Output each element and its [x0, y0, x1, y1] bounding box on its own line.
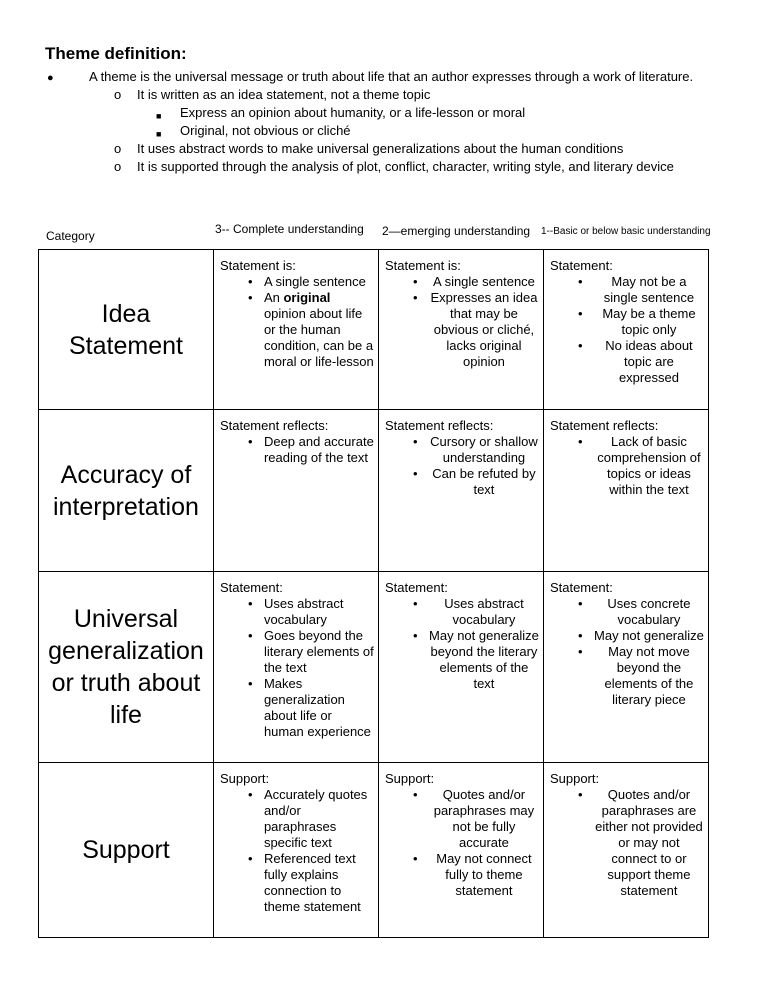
category-cell: Idea Statement — [39, 250, 214, 410]
list-item: • Uses abstract vocabulary — [385, 596, 539, 628]
definition-sub-1b: Original, not obvious or cliché — [180, 123, 351, 138]
header-complete: 3-- Complete understanding — [215, 222, 364, 236]
score-cell: Statement: • Uses abstract vocabulary • Goes beyond the literary elements of the text • Makes generalization about life or human experience — [213, 572, 378, 763]
list-item: • A single sentence — [385, 274, 539, 290]
score-cell: Support: • Quotes and/or paraphrases are either not provided or may not connect to or support theme statement — [543, 763, 708, 938]
list-item: • May not connect fully to theme statement — [385, 851, 539, 899]
score-cell: Support: • Accurately quotes and/or paraphrases specific text • Referenced text fully explains connection to theme statement — [213, 763, 378, 938]
list-item: • May not generalize beyond the literary elements of the text — [385, 628, 539, 692]
rubric-table — [38, 249, 709, 938]
list-item: • Quotes and/or paraphrases may not be fully accurate — [385, 787, 539, 851]
list-item: • An original opinion about life or the human condition, can be a moral or life-lesson — [220, 290, 374, 370]
definition-sub-1: It is written as an idea statement, not a theme topic — [137, 87, 431, 102]
definition-main: A theme is the universal message or truth about life that an author expresses through a work of literature. — [89, 69, 694, 84]
score-cell: Statement: • May not be a single sentence • May be a theme topic only • No ideas about topic are expressed — [543, 250, 708, 410]
table-row — [39, 250, 709, 410]
definition-sub-2: It uses abstract words to make universal generalizations about the human conditions — [137, 141, 624, 156]
bullet-icon: o — [114, 87, 122, 102]
header-basic: 1--Basic or below basic understanding — [541, 226, 711, 237]
square-bullet-icon: ■ — [156, 129, 162, 139]
list-item: • May not move beyond the elements of the literary piece — [550, 644, 704, 708]
bullet-icon: o — [114, 159, 122, 174]
score-cell: Support: • Quotes and/or paraphrases may not be fully accurate • May not connect fully to theme statement — [378, 763, 543, 938]
bullet-icon: o — [114, 141, 122, 156]
definition-sub-1a: Express an opinion about humanity, or a life-lesson or moral — [180, 105, 526, 120]
list-item: • Can be refuted by text — [385, 466, 539, 498]
list-item: • May be a theme topic only — [550, 306, 704, 338]
list-item: • Goes beyond the literary elements of the text — [220, 628, 374, 676]
score-cell: Statement reflects: • Cursory or shallow understanding • Can be refuted by text — [378, 410, 543, 572]
category-cell: Accuracy of interpretation — [39, 410, 214, 572]
list-item: • A single sentence — [220, 274, 374, 290]
definition-sub-3: It is supported through the analysis of plot, conflict, character, writing style, and literary device — [137, 159, 674, 174]
header-category: Category — [46, 229, 95, 243]
header-emerging: 2—emerging understanding — [382, 224, 531, 238]
list-item: • May not generalize — [550, 628, 704, 644]
list-item: • Accurately quotes and/or paraphrases specific text — [220, 787, 374, 851]
page-title: Theme definition: — [45, 44, 187, 63]
square-bullet-icon: ■ — [156, 111, 162, 121]
score-cell: Statement reflects: • Deep and accurate reading of the text — [213, 410, 378, 572]
category-cell: Support — [39, 763, 214, 938]
list-item: • Cursory or shallow understanding — [385, 434, 539, 466]
score-cell: Statement reflects: • Lack of basic comprehension of topics or ideas within the text — [543, 410, 708, 572]
score-cell: Statement: • Uses concrete vocabulary • May not generalize • May not move beyond the elements of the literary piece — [543, 572, 708, 763]
table-row — [39, 763, 709, 938]
list-item: • Quotes and/or paraphrases are either not provided or may not connect to or support theme statement — [550, 787, 704, 899]
list-item: • Expresses an idea that may be obvious or cliché, lacks original opinion — [385, 290, 539, 370]
list-item: • No ideas about topic are expressed — [550, 338, 704, 386]
list-item: • Uses concrete vocabulary — [550, 596, 704, 628]
list-item: • Lack of basic comprehension of topics or ideas within the text — [550, 434, 704, 498]
score-cell: Statement: • Uses abstract vocabulary • May not generalize beyond the literary elements of the text — [378, 572, 543, 763]
list-item: • May not be a single sentence — [550, 274, 704, 306]
table-row — [39, 410, 709, 572]
score-cell: Statement is: • A single sentence • An original opinion about life or the human condition, can be a moral or life-lesson — [213, 250, 378, 410]
list-item: • Referenced text fully explains connection to theme statement — [220, 851, 374, 915]
score-cell: Statement is: • A single sentence • Expresses an idea that may be obvious or cliché, lacks original opinion — [378, 250, 543, 410]
table-row — [39, 572, 709, 763]
list-item: • Uses abstract vocabulary — [220, 596, 374, 628]
bullet-icon: ● — [47, 72, 54, 84]
list-item: • Deep and accurate reading of the text — [220, 434, 374, 466]
category-cell: Universal generalization or truth about life — [39, 572, 214, 763]
list-item: • Makes generalization about life or human experience — [220, 676, 374, 740]
